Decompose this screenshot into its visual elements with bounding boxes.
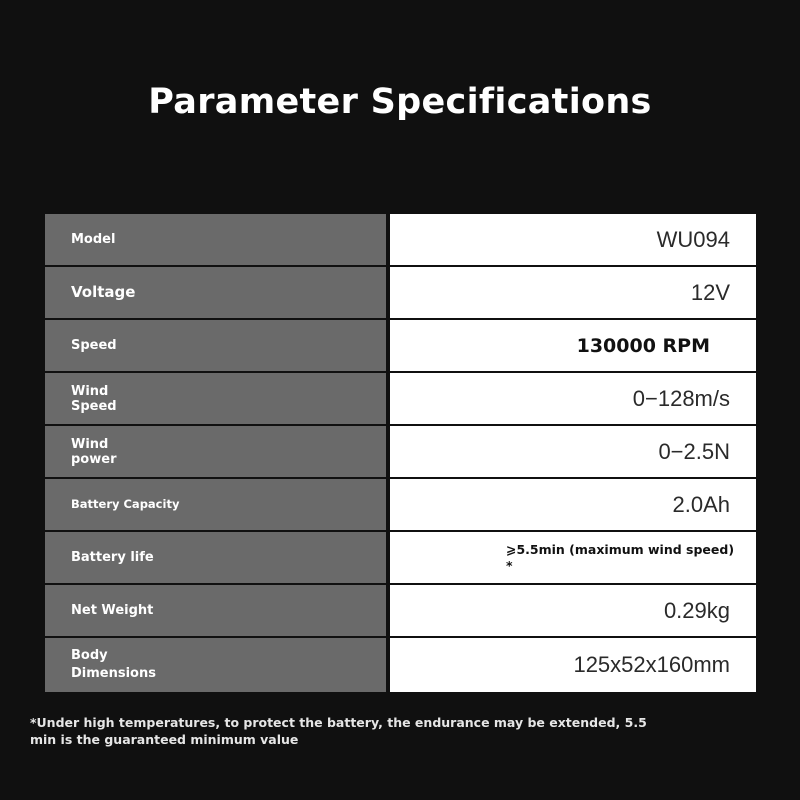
- spec-label-cell: [45, 638, 386, 692]
- spec-value-cell: [390, 267, 756, 318]
- spec-value: 2.0Ah: [672, 491, 730, 517]
- spec-value-cell: [390, 585, 756, 636]
- spec-label: Speed: [71, 338, 117, 353]
- spec-label: Voltage: [71, 283, 136, 301]
- spec-label-cell: [45, 532, 386, 583]
- spec-row-wind-speed: [45, 373, 756, 424]
- spec-value: 12V: [690, 279, 730, 305]
- spec-table: [45, 214, 756, 692]
- spec-label-cell: [45, 320, 386, 371]
- spec-value-cell: [390, 320, 756, 371]
- spec-row-battery-capacity: [45, 479, 756, 530]
- spec-value: 0−128m/s: [632, 385, 730, 411]
- spec-value: 0−2.5N: [658, 438, 730, 464]
- spec-value: 130000 RPM: [576, 334, 710, 357]
- spec-value: 125x52x160mm: [573, 652, 730, 677]
- spec-row-net-weight: [45, 585, 756, 636]
- page-title: Parameter Specifications: [148, 82, 652, 122]
- spec-label-cell: [45, 585, 386, 636]
- spec-label: Wind Speed: [71, 383, 117, 414]
- spec-label-cell: [45, 426, 386, 477]
- spec-row-body-dimensions: [45, 638, 756, 692]
- spec-value-cell: [390, 532, 756, 583]
- spec-label: Wind power: [71, 436, 117, 467]
- spec-label: Net Weight: [71, 603, 154, 618]
- spec-value-cell: [390, 426, 756, 477]
- spec-label-cell: [45, 373, 386, 424]
- spec-row-voltage: [45, 267, 756, 318]
- spec-value: WU094: [656, 226, 730, 252]
- spec-value-cell: [390, 638, 756, 692]
- spec-value-cell: [390, 479, 756, 530]
- spec-value: 0.29kg: [663, 597, 730, 623]
- spec-label: Model: [71, 232, 116, 247]
- footnote: *Under high temperatures, to protect the battery, the endurance may be extended, 5.5 min is the guaranteed minimum value: [30, 715, 647, 747]
- spec-row-model: [45, 214, 756, 265]
- spec-label: Battery Capacity: [71, 497, 180, 511]
- spec-label: Battery life: [71, 550, 154, 565]
- spec-row-speed: [45, 320, 756, 371]
- spec-label-cell: [45, 479, 386, 530]
- spec-row-wind-power: [45, 426, 756, 477]
- spec-row-battery-life: [45, 532, 756, 583]
- spec-label: Body Dimensions: [71, 648, 156, 681]
- spec-value-cell: [390, 214, 756, 265]
- spec-value-cell: [390, 373, 756, 424]
- spec-label-cell: [45, 214, 386, 265]
- spec-label-cell: [45, 267, 386, 318]
- spec-value: ⩾5.5min (maximum wind speed) *: [506, 542, 735, 573]
